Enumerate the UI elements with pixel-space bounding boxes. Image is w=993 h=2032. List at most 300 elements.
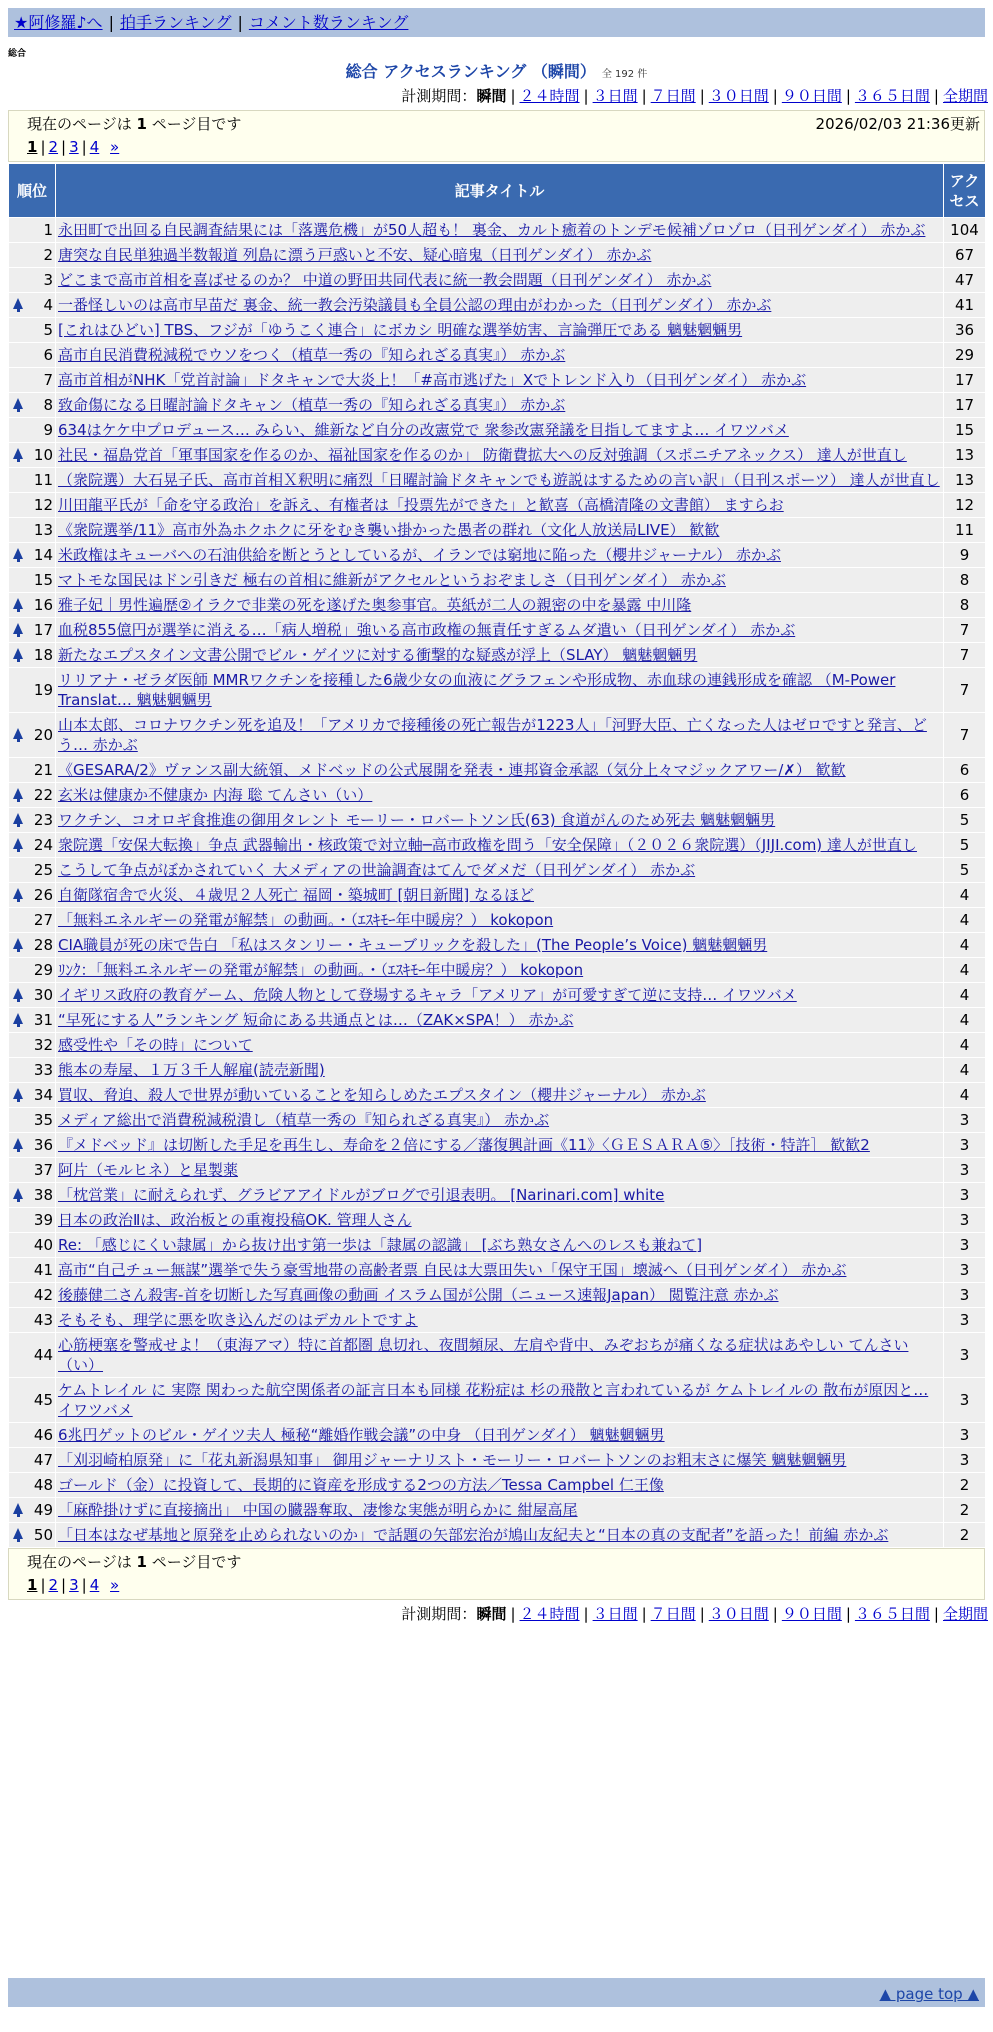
title-column-header: 記事タイトル <box>56 164 944 218</box>
table-row <box>9 783 986 808</box>
rank-cell <box>9 518 56 543</box>
title-cell <box>56 1233 944 1258</box>
rank-number: 28 <box>33 936 53 954</box>
article-title-link[interactable]: 634はケケ中プロデュース… みらい、維新など自分の改憲党で 衆参改憲発議を目指してますよ… イワツバメ <box>58 421 789 439</box>
page-separator: | <box>40 138 46 156</box>
access-count: 5 <box>944 808 986 833</box>
footer-bar <box>8 1978 985 2007</box>
title-cell <box>56 1308 944 1333</box>
rank-number: 48 <box>33 1476 53 1494</box>
title-cell <box>56 343 944 368</box>
total-count: 全 192 件 <box>601 69 648 80</box>
nav-separator: | <box>237 13 243 32</box>
title-cell <box>56 758 944 783</box>
rank-cell <box>9 783 56 808</box>
rank-cell <box>9 418 56 443</box>
rank-number: 22 <box>33 786 53 804</box>
table-row <box>9 1448 986 1473</box>
period-label: 計測期間： <box>401 1605 477 1623</box>
table-row <box>9 1108 986 1133</box>
title-cell <box>56 618 944 643</box>
page-spacer <box>102 1576 107 1594</box>
access-count: 4 <box>944 983 986 1008</box>
title-cell <box>56 1283 944 1308</box>
clap-ranking-link[interactable]: 拍手ランキング <box>119 13 232 32</box>
article-title-link[interactable]: 後藤健二さん殺害-首を切断した写真画像の動画 イスラム国が公開（ニュース速報Japan） 閲覧注意 赤かぶ <box>58 1286 779 1304</box>
access-count: 7 <box>944 713 986 758</box>
rank-cell <box>9 1233 56 1258</box>
table-row <box>9 1008 986 1033</box>
access-count: 3 <box>944 1158 986 1183</box>
rank-number: 7 <box>43 371 53 389</box>
page-top-link[interactable]: ▲ page top ▲ <box>879 1985 979 2003</box>
rank-cell <box>9 1283 56 1308</box>
period-separator: | <box>641 87 647 105</box>
access-column-header: アクセス <box>944 164 986 218</box>
rank-number: 14 <box>33 546 53 564</box>
title-cell <box>56 883 944 908</box>
next-page-link[interactable]: » <box>110 138 120 156</box>
page-number-link[interactable]: 3 <box>69 1576 79 1594</box>
rank-number: 30 <box>33 986 53 1004</box>
section-label: 総合 <box>8 49 27 59</box>
article-title-link[interactable]: 一番怪しいのは高市早苗だ 裏金、統一教会汚染議員も全員公認の理由がわかった（日刊ゲンダイ） 赤かぶ <box>58 296 772 314</box>
rank-number: 49 <box>33 1501 53 1519</box>
table-row <box>9 1258 986 1283</box>
page-number-current: 1 <box>27 1576 38 1594</box>
home-link[interactable]: ★阿修羅♪へ <box>14 13 103 32</box>
access-count: 3 <box>944 1108 986 1133</box>
rank-up-arrow-icon <box>13 298 23 309</box>
article-title-link[interactable]: 6兆円ゲットのビル・ゲイツ夫人 極秘“離婚作戦会議”の中身 （日刊ゲンダイ） 魑魅魍魎男 <box>58 1426 665 1444</box>
rank-number: 46 <box>33 1426 53 1444</box>
period-link[interactable]: ７日間 <box>650 1605 696 1623</box>
period-separator: | <box>583 87 589 105</box>
next-page-link[interactable]: » <box>110 1576 120 1594</box>
title-cell <box>56 668 944 713</box>
period-link[interactable]: ３６５日間 <box>854 1605 930 1623</box>
table-row <box>9 393 986 418</box>
article-title-link[interactable]: 山本太郎、コロナワクチン死を追及！「アメリカで接種後の死亡報告が1223人」「河野大臣、亡くなった人はゼロですと発言、どう… 赤かぶ <box>58 716 927 754</box>
period-link[interactable]: 全期間 <box>942 1605 988 1623</box>
rank-cell <box>9 543 56 568</box>
access-count: 41 <box>944 293 986 318</box>
page-number-link[interactable]: 4 <box>89 138 100 156</box>
rank-number: 3 <box>43 271 53 289</box>
article-title-link[interactable]: 「無料エネルギーの発電が解禁」の動画。・（ｴｽｷﾓｰ年中暖房？） kokopon <box>58 911 554 929</box>
page-separator: | <box>81 138 87 156</box>
rank-number: 19 <box>33 681 53 699</box>
article-title-link[interactable]: 社民・福島党首「軍事国家を作るのか、福祉国家を作るのか」 防衛費拡大への反対強調（スポニチアネックス） 達人が世直し <box>58 446 907 464</box>
title-cell <box>56 643 944 668</box>
title-cell <box>56 1183 944 1208</box>
page-info-top <box>8 110 985 162</box>
page-info-bottom <box>8 1548 985 1600</box>
article-title-link[interactable]: （衆院選）大石晃子氏、高市首相Ｘ釈明に痛烈「日曜討論ドタキャンでも遊説はするための言い訳」（日刊スポーツ） 達人が世直し <box>58 471 940 489</box>
rank-cell <box>9 1378 56 1423</box>
table-row <box>9 1308 986 1333</box>
article-title-link[interactable]: 高市首相がNHK「党首討論」ドタキャンで大炎上！「#高市逃げた」Xでトレンド入り（日刊ゲンダイ） 赤かぶ <box>58 371 807 389</box>
table-row <box>9 618 986 643</box>
article-title-link[interactable]: イギリス政府の教育ゲーム、危険人物として登場するキャラ「アメリア」が可愛すぎて逆に支持… イワツバメ <box>58 986 797 1004</box>
article-title-link[interactable]: 玄米は健康か不健康か 内海 聡 てんさい（い） <box>58 786 373 804</box>
title-cell <box>56 1058 944 1083</box>
article-title-link[interactable]: Re: 「感じにくい隷属」から抜け出す第一歩は「隷属の認識」 [ぶち熟女さんへのレスも兼ねて] <box>58 1236 703 1254</box>
access-count: 3 <box>944 1208 986 1233</box>
rank-number: 32 <box>33 1036 53 1054</box>
ranking-table <box>8 163 986 1548</box>
article-title-link[interactable]: 血税855億円が選挙に消える…「病人増税」強いる高市政権の無責任すぎるムダ遣い（日刊ゲンダイ） 赤かぶ <box>58 621 796 639</box>
page-number-link[interactable]: 4 <box>89 1576 100 1594</box>
title-cell <box>56 493 944 518</box>
rank-number: 20 <box>33 726 53 744</box>
rank-cell <box>9 618 56 643</box>
access-count: 2 <box>944 1523 986 1548</box>
table-row <box>9 1423 986 1448</box>
period-separator: | <box>699 87 705 105</box>
period-link[interactable]: ３０日間 <box>708 1605 769 1623</box>
access-count: 5 <box>944 833 986 858</box>
access-count: 8 <box>944 593 986 618</box>
page-number-link[interactable]: 2 <box>48 1576 59 1594</box>
pagination-top <box>27 137 119 157</box>
title-cell <box>56 1133 944 1158</box>
top-nav-bar <box>8 8 985 37</box>
table-row <box>9 983 986 1008</box>
page-separator: | <box>40 1576 46 1594</box>
table-row <box>9 218 986 243</box>
rank-number: 5 <box>43 321 53 339</box>
period-separator: | <box>510 87 516 105</box>
rank-cell <box>9 1183 56 1208</box>
access-count: 11 <box>944 518 986 543</box>
period-separator: | <box>772 1605 778 1623</box>
article-title-link[interactable]: 阿片（モルヒネ）と星製薬 <box>58 1161 239 1179</box>
rank-number: 24 <box>33 836 53 854</box>
title-cell <box>56 1258 944 1283</box>
rank-cell <box>9 983 56 1008</box>
rank-number: 26 <box>33 886 53 904</box>
rank-number: 8 <box>43 396 53 414</box>
rank-up-arrow-icon <box>13 548 23 559</box>
updated-timestamp: 2026/02/03 21:36更新 <box>815 115 980 133</box>
article-title-link[interactable]: 自衛隊宿舎で火災、４歳児２人死亡 福岡・築城町 [朝日新聞] なるほど <box>58 886 535 904</box>
table-row <box>9 568 986 593</box>
rank-number: 50 <box>33 1526 53 1544</box>
rank-cell <box>9 1498 56 1523</box>
rank-number: 45 <box>33 1391 53 1409</box>
rank-cell <box>9 1158 56 1183</box>
period-separator: | <box>510 1605 516 1623</box>
table-row <box>9 858 986 883</box>
access-count: 2 <box>944 1473 986 1498</box>
rank-up-arrow-icon <box>13 788 23 799</box>
current-page-suffix: ページ目です <box>151 1553 242 1571</box>
article-title-link[interactable]: メディア総出で消費税減税潰し（植草一秀の『知られざる真実』） 赤かぶ <box>58 1111 550 1129</box>
page-separator: | <box>81 1576 87 1594</box>
article-title-link[interactable]: どこまで高市首相を喜ばせるのか？ 中道の野田共同代表に統一教会問題（日刊ゲンダイ） 赤かぶ <box>58 271 712 289</box>
page-spacer <box>102 138 107 156</box>
title-cell <box>56 1008 944 1033</box>
title-cell <box>56 418 944 443</box>
rank-cell <box>9 1033 56 1058</box>
period-selector-bottom <box>401 1604 988 1624</box>
access-count: 6 <box>944 783 986 808</box>
article-title-link[interactable]: 「麻酔掛けずに直接摘出」 中国の臓器奪取、凄惨な実態が明らかに 紺屋高尾 <box>58 1501 578 1519</box>
article-title-link[interactable]: 《衆院選挙/11》高市外為ホクホクに牙をむき襲い掛かった愚者の群れ（文化人放送局LIVE） 歓歓 <box>58 521 720 539</box>
rank-up-arrow-icon <box>13 1188 23 1199</box>
access-count: 4 <box>944 1033 986 1058</box>
page-number-link[interactable]: 3 <box>69 138 79 156</box>
rank-up-arrow-icon <box>13 648 23 659</box>
rank-cell <box>9 1208 56 1233</box>
page-number-link[interactable]: 2 <box>48 138 59 156</box>
current-page-number: 1 <box>136 115 147 133</box>
article-title-link[interactable]: 感受性や「その時」について <box>58 1036 253 1054</box>
rank-cell <box>9 808 56 833</box>
article-title-link[interactable]: 「刈羽崎柏原発」に「花丸新潟県知事」 御用ジャーナリスト・モーリー・ロバートソンのお粗末さに爆笑 魑魅魍魎男 <box>58 1451 847 1469</box>
period-separator: | <box>845 1605 851 1623</box>
period-link[interactable]: ３日間 <box>592 87 638 105</box>
table-row <box>9 418 986 443</box>
period-separator: | <box>845 87 851 105</box>
article-title-link[interactable]: ゴールド（金）に投資して、長期的に資産を形成する2つの方法／Tessa Campbel 仁王像 <box>58 1476 664 1494</box>
article-title-link[interactable]: こうして争点がぼかされていく 大メディアの世論調査はてんでダメだ（日刊ゲンダイ） 赤かぶ <box>58 861 696 879</box>
period-separator: | <box>772 87 778 105</box>
rank-number: 31 <box>33 1011 53 1029</box>
article-title-link[interactable]: リリアナ・ゼラダ医師 MMRワクチンを接種した6歳少女の血液にグラフェンや形成物、赤血球の連銭形成を確認 （M-Power Translat… 魑魅魍魎男 <box>58 671 896 709</box>
rank-up-arrow-icon <box>13 448 23 459</box>
access-count: 4 <box>944 1083 986 1108</box>
table-row <box>9 958 986 983</box>
period-separator: | <box>933 87 939 105</box>
rank-number: 10 <box>33 446 53 464</box>
article-title-link[interactable]: 『メドベッド』は切断した手足を再生し、寿命を２倍にする／藩復興計画《11》〈ＧＥＳＡＲＡ⑤〉［技術・特許］ 歓歓2 <box>58 1136 870 1154</box>
rank-number: 4 <box>43 296 53 314</box>
rank-cell <box>9 1308 56 1333</box>
rank-cell <box>9 1448 56 1473</box>
title-cell <box>56 218 944 243</box>
title-cell <box>56 958 944 983</box>
table-row <box>9 368 986 393</box>
table-row <box>9 1083 986 1108</box>
rank-number: 13 <box>33 521 53 539</box>
period-separator: | <box>583 1605 589 1623</box>
rank-cell <box>9 568 56 593</box>
access-count: 36 <box>944 318 986 343</box>
rank-number: 42 <box>33 1286 53 1304</box>
rank-number: 2 <box>43 246 53 264</box>
page-separator: | <box>61 1576 67 1594</box>
article-title-link[interactable]: 新たなエプスタイン文書公開でビル・ゲイツに対する衝撃的な疑惑が浮上（SLAY） 魑魅魍魎男 <box>58 646 698 664</box>
access-count: 3 <box>944 1333 986 1378</box>
title-cell <box>56 1083 944 1108</box>
rank-cell <box>9 393 56 418</box>
period-link[interactable]: ３０日間 <box>708 87 769 105</box>
access-count: 2 <box>944 1498 986 1523</box>
access-count: 3 <box>944 1423 986 1448</box>
table-row <box>9 1523 986 1548</box>
title-cell <box>56 1473 944 1498</box>
period-link[interactable]: ２４時間 <box>519 1605 580 1623</box>
article-title-link[interactable]: 「枕営業」に耐えられず、グラビアアイドルがブログで引退表明。 [Narinari.com] white <box>58 1186 665 1204</box>
rank-cell <box>9 1523 56 1548</box>
article-title-link[interactable]: 「日本はなぜ基地と原発を止められないのか」で話題の矢部宏治が鳩山友紀夫と“日本の真の支配者”を語った！前編 赤かぶ <box>58 1526 889 1544</box>
rank-number: 44 <box>33 1346 53 1364</box>
article-title-link[interactable]: 熊本の寿屋、１万３千人解雇(読売新聞) <box>58 1061 325 1079</box>
table-row <box>9 343 986 368</box>
title-cell <box>56 908 944 933</box>
article-title-link[interactable]: ワクチン、コオロギ食推進の御用タレント モーリー・ロバートソン氏(63) 食道がんのため死去 魑魅魍魎男 <box>58 811 776 829</box>
article-title-link[interactable]: 雅子妃｜男性遍歴②イラクで非業の死を遂げた奥参事官。英紙が二人の親密の中を暴露 中川隆 <box>58 596 692 614</box>
rank-number: 29 <box>33 961 53 979</box>
ranking-rows <box>9 218 986 1548</box>
access-count: 3 <box>944 1308 986 1333</box>
access-count: 4 <box>944 933 986 958</box>
rank-up-arrow-icon <box>13 1503 23 1514</box>
access-count: 13 <box>944 443 986 468</box>
access-count: 13 <box>944 468 986 493</box>
article-title-link[interactable]: 高市自民消費税減税でウソをつく（植草一秀の『知られざる真実』） 赤かぶ <box>58 346 566 364</box>
period-link[interactable]: ２４時間 <box>519 87 580 105</box>
title-cell <box>56 808 944 833</box>
table-row <box>9 318 986 343</box>
article-title-link[interactable]: 唐突な自民単独過半数報道 列島に漂う戸惑いと不安、疑心暗鬼（日刊ゲンダイ） 赤かぶ <box>58 246 652 264</box>
article-title-link[interactable]: ﾘﾝｸ：「無料エネルギーの発電が解禁」の動画。・（ｴｽｷﾓｰ年中暖房？） kokopon <box>58 961 584 979</box>
rank-number: 9 <box>43 421 53 439</box>
rank-cell <box>9 958 56 983</box>
rank-cell <box>9 883 56 908</box>
table-row <box>9 1233 986 1258</box>
rank-cell <box>9 713 56 758</box>
article-title-link[interactable]: 買収、脅迫、殺人で世界が動いていることを知らしめたエプスタイン（櫻井ジャーナル） 赤かぶ <box>58 1086 706 1104</box>
article-title-link[interactable]: 衆院選「安保大転換」争点 武器輸出・核政策で対立軸─高市政権を問う「安全保障」（２０２６衆院選）（JIJI.com) 達人が世直し <box>58 836 917 854</box>
period-link[interactable]: 全期間 <box>942 87 988 105</box>
rank-cell <box>9 933 56 958</box>
table-row <box>9 643 986 668</box>
table-row <box>9 933 986 958</box>
period-link[interactable]: ３日間 <box>592 1605 638 1623</box>
article-title-link[interactable]: 高市“自己チュー無謀”選挙で失う豪雪地帯の高齢者票 自民は大票田失い「保守王国」壊滅へ（日刊ゲンダイ） 赤かぶ <box>58 1261 847 1279</box>
title-cell <box>56 393 944 418</box>
access-count: 5 <box>944 858 986 883</box>
title-cell <box>56 983 944 1008</box>
article-title-link[interactable]: 《GESARA/2》ヴァンス副大統領、メドベッドの公式展開を発表・連邦資金承認（気分上々マジックアワー/✗） 歓歓 <box>58 761 846 779</box>
article-title-link[interactable]: 日本の政治Ⅱは、政治板との重複投稿OK. 管理人さん <box>58 1211 412 1229</box>
title-cell <box>56 1333 944 1378</box>
title-cell <box>56 1423 944 1448</box>
table-row <box>9 713 986 758</box>
article-title-link[interactable]: 永田町で出回る自民調査結果には「落選危機」が50人超も！ 裏金、カルト癒着のトンデモ候補ゾロゾロ（日刊ゲンダイ） 赤かぶ <box>58 221 926 239</box>
page-separator: | <box>61 138 67 156</box>
rank-cell <box>9 1133 56 1158</box>
rank-cell <box>9 1008 56 1033</box>
access-count: 3 <box>944 1258 986 1283</box>
title-cell <box>56 593 944 618</box>
rank-number: 12 <box>33 496 53 514</box>
access-count: 3 <box>944 1378 986 1423</box>
rank-cell <box>9 1108 56 1133</box>
article-title-link[interactable]: 致命傷になる日曜討論ドタキャン（植草一秀の『知られざる真実』） 赤かぶ <box>58 396 566 414</box>
rank-up-arrow-icon <box>13 1088 23 1099</box>
rank-cell <box>9 218 56 243</box>
article-title-link[interactable]: “早死にする人”ランキング 短命にある共通点とは…（ZAK×SPA！） 赤かぶ <box>58 1011 574 1029</box>
rank-cell <box>9 758 56 783</box>
table-row <box>9 1473 986 1498</box>
article-title-link[interactable]: CIA職員が死の床で告白 「私はスタンリー・キューブリックを殺した」(The People’s Voice) 魑魅魍魎男 <box>58 936 768 954</box>
title-cell <box>56 368 944 393</box>
rank-number: 36 <box>33 1136 53 1154</box>
current-page-prefix: 現在のページは <box>27 1553 132 1571</box>
article-title-link[interactable]: 米政権はキューバへの石油供給を断とうとしているが、イランでは窮地に陥った（櫻井ジャーナル） 赤かぶ <box>58 546 781 564</box>
rank-number: 34 <box>33 1086 53 1104</box>
access-count: 3 <box>944 1183 986 1208</box>
rank-cell <box>9 293 56 318</box>
rank-number: 25 <box>33 861 53 879</box>
table-row <box>9 493 986 518</box>
rank-up-arrow-icon <box>13 1528 23 1539</box>
rank-up-arrow-icon <box>13 398 23 409</box>
current-page-number: 1 <box>136 1553 147 1571</box>
rank-cell <box>9 1083 56 1108</box>
access-count: 67 <box>944 243 986 268</box>
rank-cell <box>9 368 56 393</box>
article-title-link[interactable]: そもそも、理学に悪を吹き込んだのはデカルトですよ <box>58 1311 418 1329</box>
table-row <box>9 1498 986 1523</box>
table-row <box>9 293 986 318</box>
rank-up-arrow-icon <box>13 888 23 899</box>
table-row <box>9 518 986 543</box>
period-link[interactable]: ７日間 <box>650 87 696 105</box>
rank-cell <box>9 1423 56 1448</box>
access-count: 9 <box>944 543 986 568</box>
period-link[interactable]: ３６５日間 <box>854 87 930 105</box>
rank-cell <box>9 593 56 618</box>
page-title <box>0 62 993 85</box>
table-row <box>9 268 986 293</box>
rank-column-header: 順位 <box>9 164 56 218</box>
access-count: 4 <box>944 883 986 908</box>
article-title-link[interactable]: マトモな国民はドン引きだ 極右の首相に維新がアクセルというおぞましさ（日刊ゲンダイ） 赤かぶ <box>58 571 726 589</box>
rank-cell <box>9 443 56 468</box>
rank-cell <box>9 833 56 858</box>
period-current: 瞬間 <box>476 87 507 105</box>
article-title-link[interactable]: ケムトレイル に 実際 関わった航空関係者の証言日本も同様 花粉症は 杉の飛散と言われているが ケムトレイルの 散布が原因と… イワツバメ <box>58 1381 929 1419</box>
title-cell <box>56 783 944 808</box>
title-cell <box>56 543 944 568</box>
rank-up-arrow-icon <box>13 1138 23 1149</box>
table-row <box>9 1333 986 1378</box>
comment-ranking-link[interactable]: コメント数ランキング <box>248 13 409 32</box>
title-cell <box>56 1448 944 1473</box>
period-selector-top <box>401 86 988 106</box>
access-count: 6 <box>944 758 986 783</box>
rank-cell <box>9 1258 56 1283</box>
article-title-link[interactable]: 心筋梗塞を警戒せよ！（東海アマ）特に首都圏 息切れ、夜間頻尿、左肩や背中、みぞおちが痛くなる症状はあやしい てんさい（い） <box>58 1336 909 1374</box>
table-row <box>9 593 986 618</box>
period-current: 瞬間 <box>476 1605 507 1623</box>
period-link[interactable]: ９０日間 <box>781 1605 842 1623</box>
period-separator: | <box>641 1605 647 1623</box>
access-count: 4 <box>944 958 986 983</box>
table-row <box>9 1058 986 1083</box>
period-link[interactable]: ９０日間 <box>781 87 842 105</box>
table-row <box>9 908 986 933</box>
article-title-link[interactable]: 川田龍平氏が「命を守る政治」を訴え、有権者は「投票先ができた」と歓喜（高橋清隆の文書館） ますらお <box>58 496 784 514</box>
rank-number: 21 <box>33 761 53 779</box>
article-title-link[interactable]: [これはひどい] TBS、フジが「ゆうこく連合」にボカシ 明確な選挙妨害、言論弾圧である 魑魅魍魎男 <box>58 321 743 339</box>
rank-number: 6 <box>43 346 53 364</box>
